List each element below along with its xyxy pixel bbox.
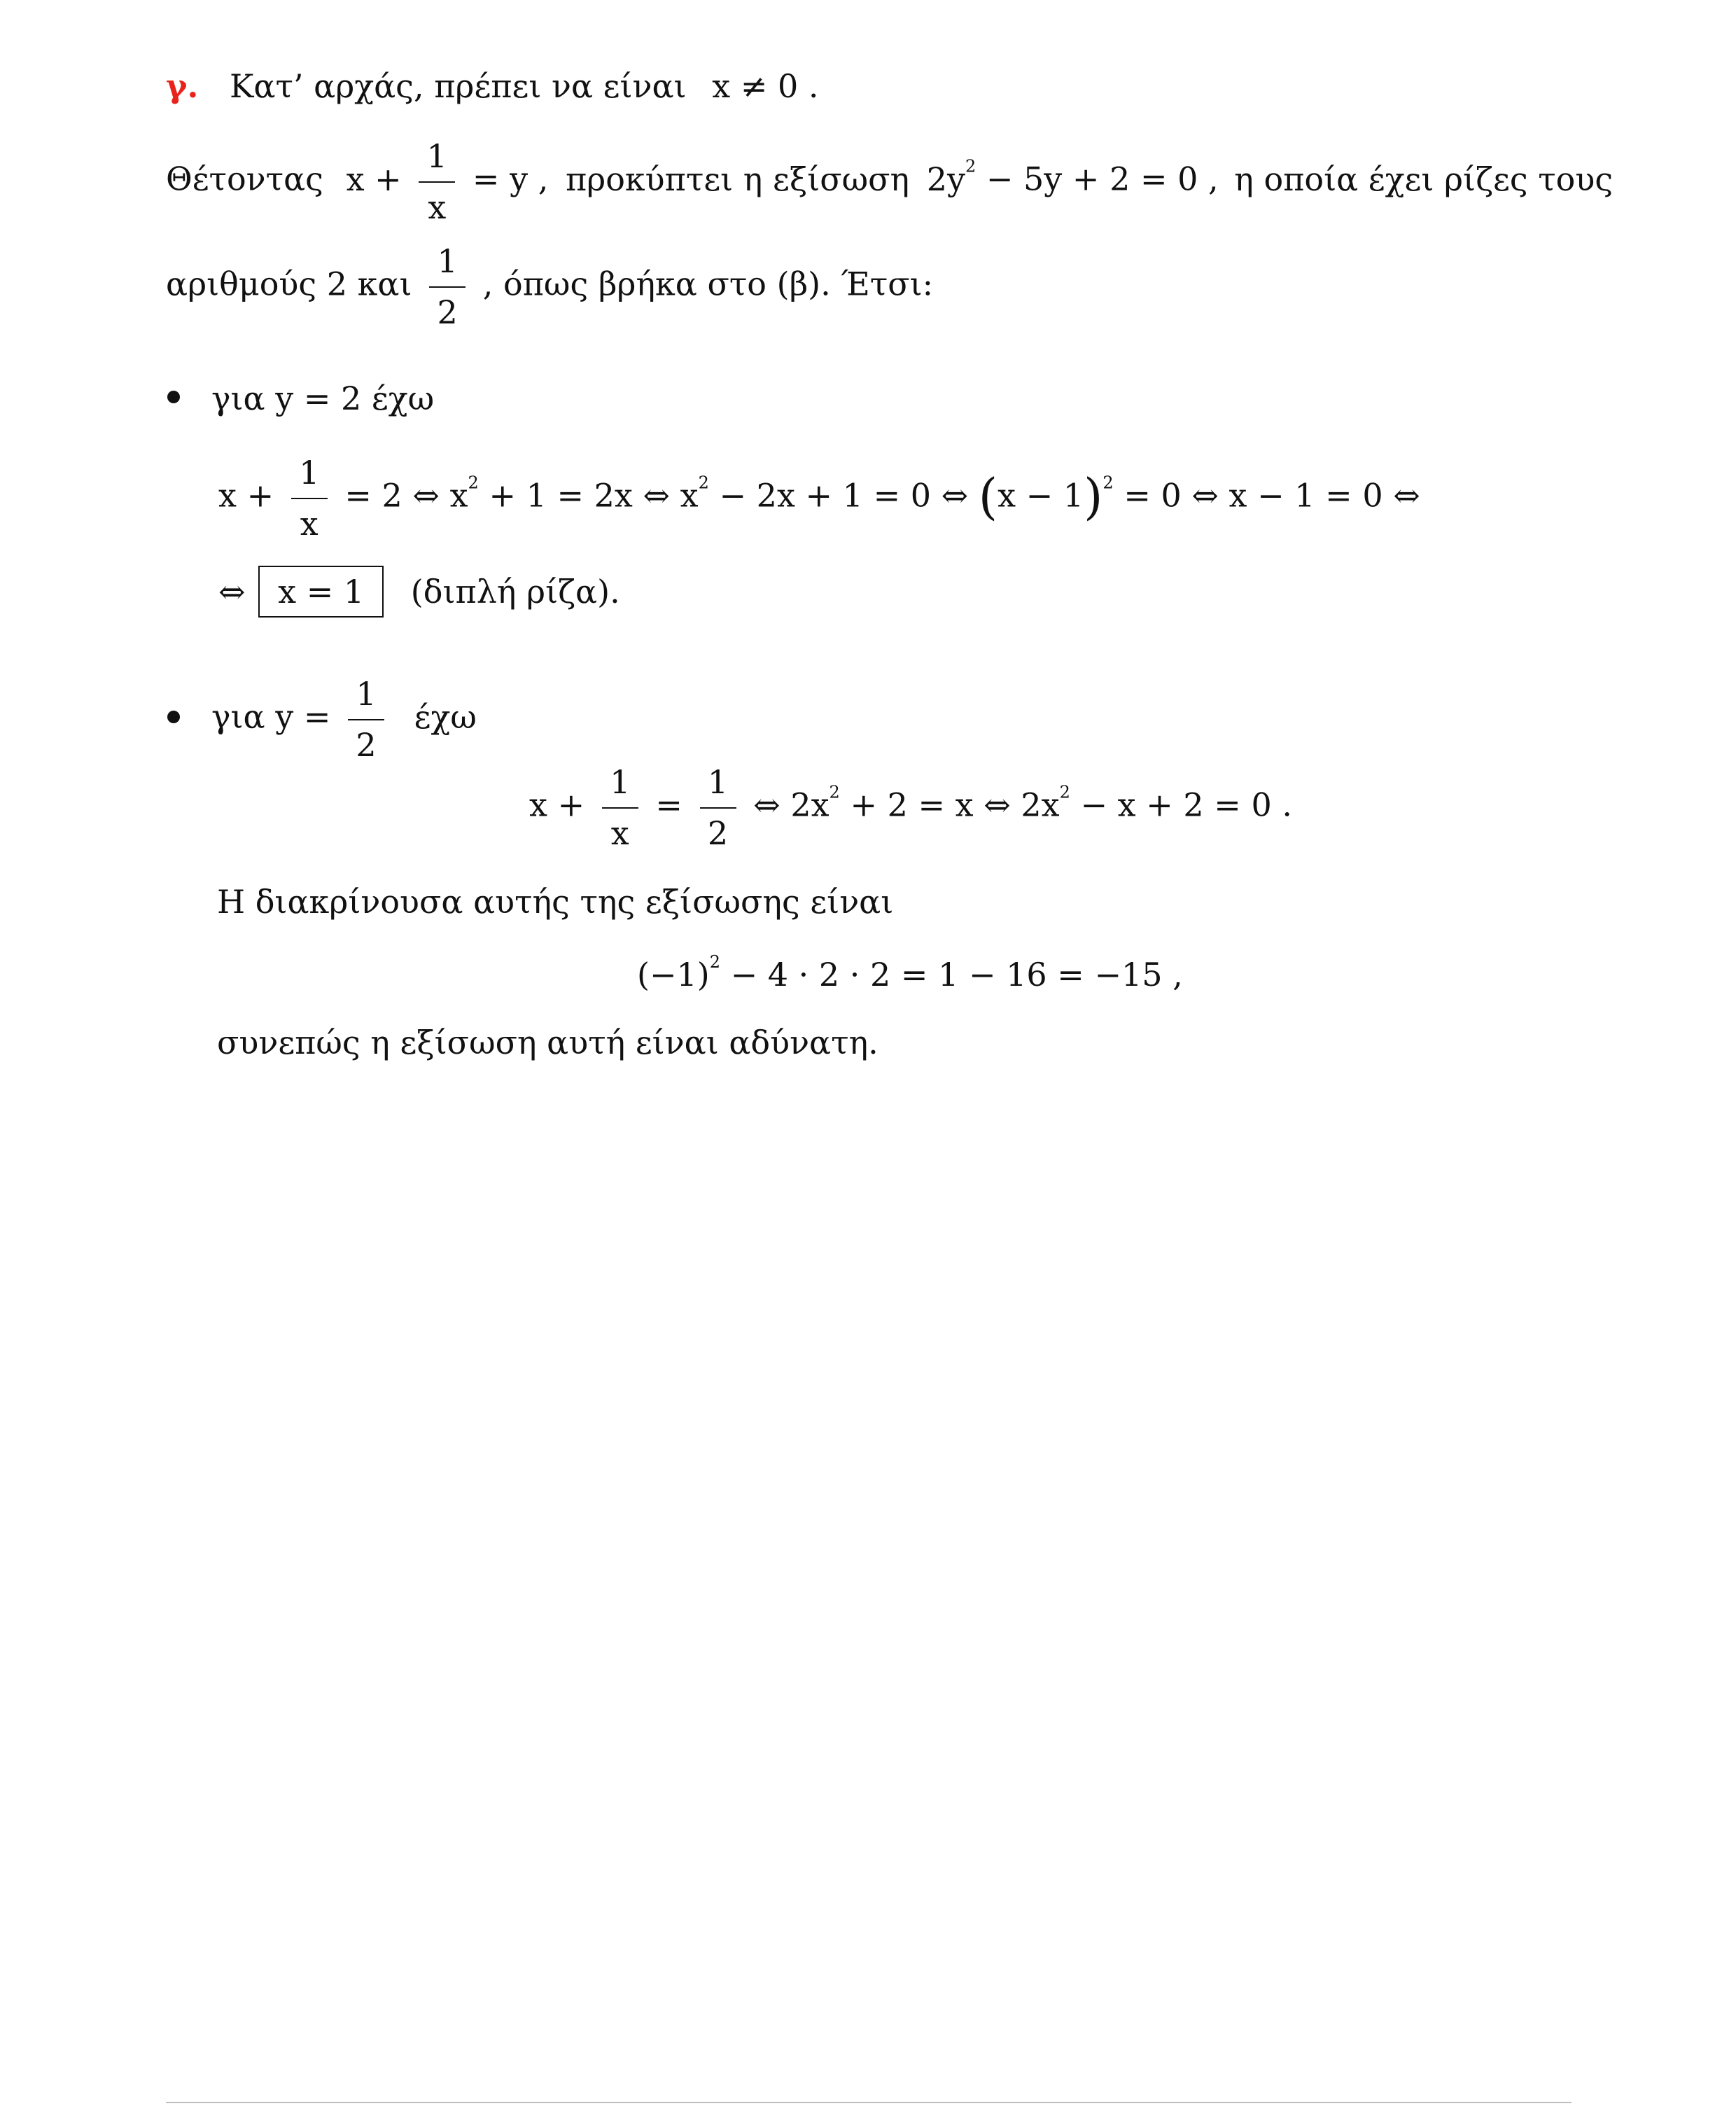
exponent: 2 — [468, 473, 479, 493]
setup-suffix: η οποία έχει ρίζες τους — [1234, 160, 1614, 198]
case1-eq-part1: = 2 ⇔ x — [344, 476, 468, 515]
setup-eq-y: = y , — [472, 160, 549, 198]
fraction-numerator: 1 — [610, 763, 631, 801]
exponent: 2 — [709, 952, 720, 972]
case1-result — [218, 566, 620, 618]
case1-equation — [218, 455, 1420, 541]
fraction-denominator: x — [300, 504, 318, 543]
left-paren: ( — [978, 468, 998, 526]
case2-eq-part1: ⇔ 2x — [753, 786, 830, 824]
fraction-numerator: 1 — [356, 675, 377, 713]
right-paren: ) — [1084, 468, 1103, 526]
case2-eq-x: x + — [529, 786, 585, 824]
bullet-case1 — [167, 391, 180, 403]
fraction-bar — [291, 498, 328, 499]
setup-middle: προκύπτει η εξίσωση — [565, 160, 910, 198]
footer-rule — [166, 2102, 1572, 2103]
disc-a: (−1) — [637, 956, 710, 993]
roots-fraction — [429, 244, 465, 330]
intro-dot: . — [808, 67, 819, 105]
setup-prefix: Θέτοντας — [166, 160, 323, 198]
case2-fraction-2 — [700, 765, 736, 851]
case2-eq-part2: + 2 = x ⇔ 2x — [850, 786, 1060, 824]
case2-eq-eq: = — [655, 786, 682, 824]
fraction-denominator: 2 — [437, 293, 458, 331]
case2-fraction-1 — [602, 765, 638, 851]
roots-prefix: αριθμούς 2 και — [166, 265, 412, 303]
part-label: γ. — [166, 67, 199, 105]
exponent: 2 — [698, 473, 709, 493]
bullet-case2 — [167, 711, 180, 723]
exponent: 2 — [965, 156, 976, 176]
fraction-bar — [348, 719, 384, 720]
exponent: 2 — [829, 782, 840, 802]
case1-note: (διπλή ρίζα). — [410, 573, 620, 611]
boxed-answer: x = 1 — [258, 566, 384, 618]
exponent: 2 — [1059, 782, 1070, 802]
discriminant-calc — [637, 954, 1183, 991]
condition: x ≠ 0 — [712, 67, 799, 105]
case1-eq-part2: + 1 = 2x ⇔ x — [489, 476, 699, 515]
case2-eq-part3: − x + 2 = 0 . — [1080, 786, 1292, 824]
intro-text: Κατ’ αρχάς, πρέπει να είναι — [230, 67, 687, 105]
fraction-bar — [700, 807, 736, 809]
roots-line — [166, 244, 933, 330]
setup-comma: , — [1208, 160, 1219, 198]
paren-inner: x − 1 — [997, 476, 1084, 515]
fraction-denominator: x — [610, 814, 629, 852]
case2-head — [211, 676, 477, 762]
setup-lhs-x: x + — [346, 160, 402, 198]
fraction-numerator: 1 — [437, 242, 458, 280]
conclusion: συνεπώς η εξίσωση αυτή είναι αδύνατη. — [217, 1024, 878, 1061]
fraction-numerator: 1 — [426, 137, 447, 175]
case1-fraction — [291, 455, 328, 541]
case1-iff: ⇔ — [218, 573, 246, 611]
fraction-bar — [602, 807, 638, 809]
case1-head: για y = 2 έχω — [211, 379, 435, 417]
setup-eq-b: − 5y + 2 = 0 — [986, 160, 1198, 198]
part-intro-line — [166, 67, 819, 105]
fraction-numerator: 1 — [707, 763, 729, 801]
discriminant-text: Η διακρίνουσα αυτής της εξίσωσης είναι — [217, 883, 894, 921]
fraction-denominator: 2 — [356, 725, 377, 764]
setup-eq-a: 2y — [926, 160, 965, 198]
fraction-denominator: x — [428, 188, 447, 226]
setup-fraction — [419, 139, 455, 225]
setup-line — [166, 139, 1613, 225]
fraction-denominator: 2 — [707, 814, 729, 852]
exponent: 2 — [1102, 473, 1114, 493]
case2-head-a: για y = — [211, 697, 331, 736]
case2-equation — [529, 765, 1292, 851]
case1-eq-part3: − 2x + 1 = 0 ⇔ — [719, 476, 969, 515]
fraction-bar — [429, 286, 465, 288]
case1-eq-x: x + — [218, 476, 274, 515]
case2-head-b: έχω — [414, 697, 477, 736]
roots-suffix: , όπως βρήκα στο (β). Έτσι: — [482, 265, 934, 303]
case1-eq-part4: = 0 ⇔ x − 1 = 0 ⇔ — [1124, 476, 1420, 515]
case2-head-fraction — [348, 676, 384, 762]
fraction-bar — [419, 181, 455, 183]
disc-b: − 4 · 2 · 2 = 1 − 16 = −15 , — [730, 956, 1183, 993]
fraction-numerator: 1 — [299, 454, 320, 491]
